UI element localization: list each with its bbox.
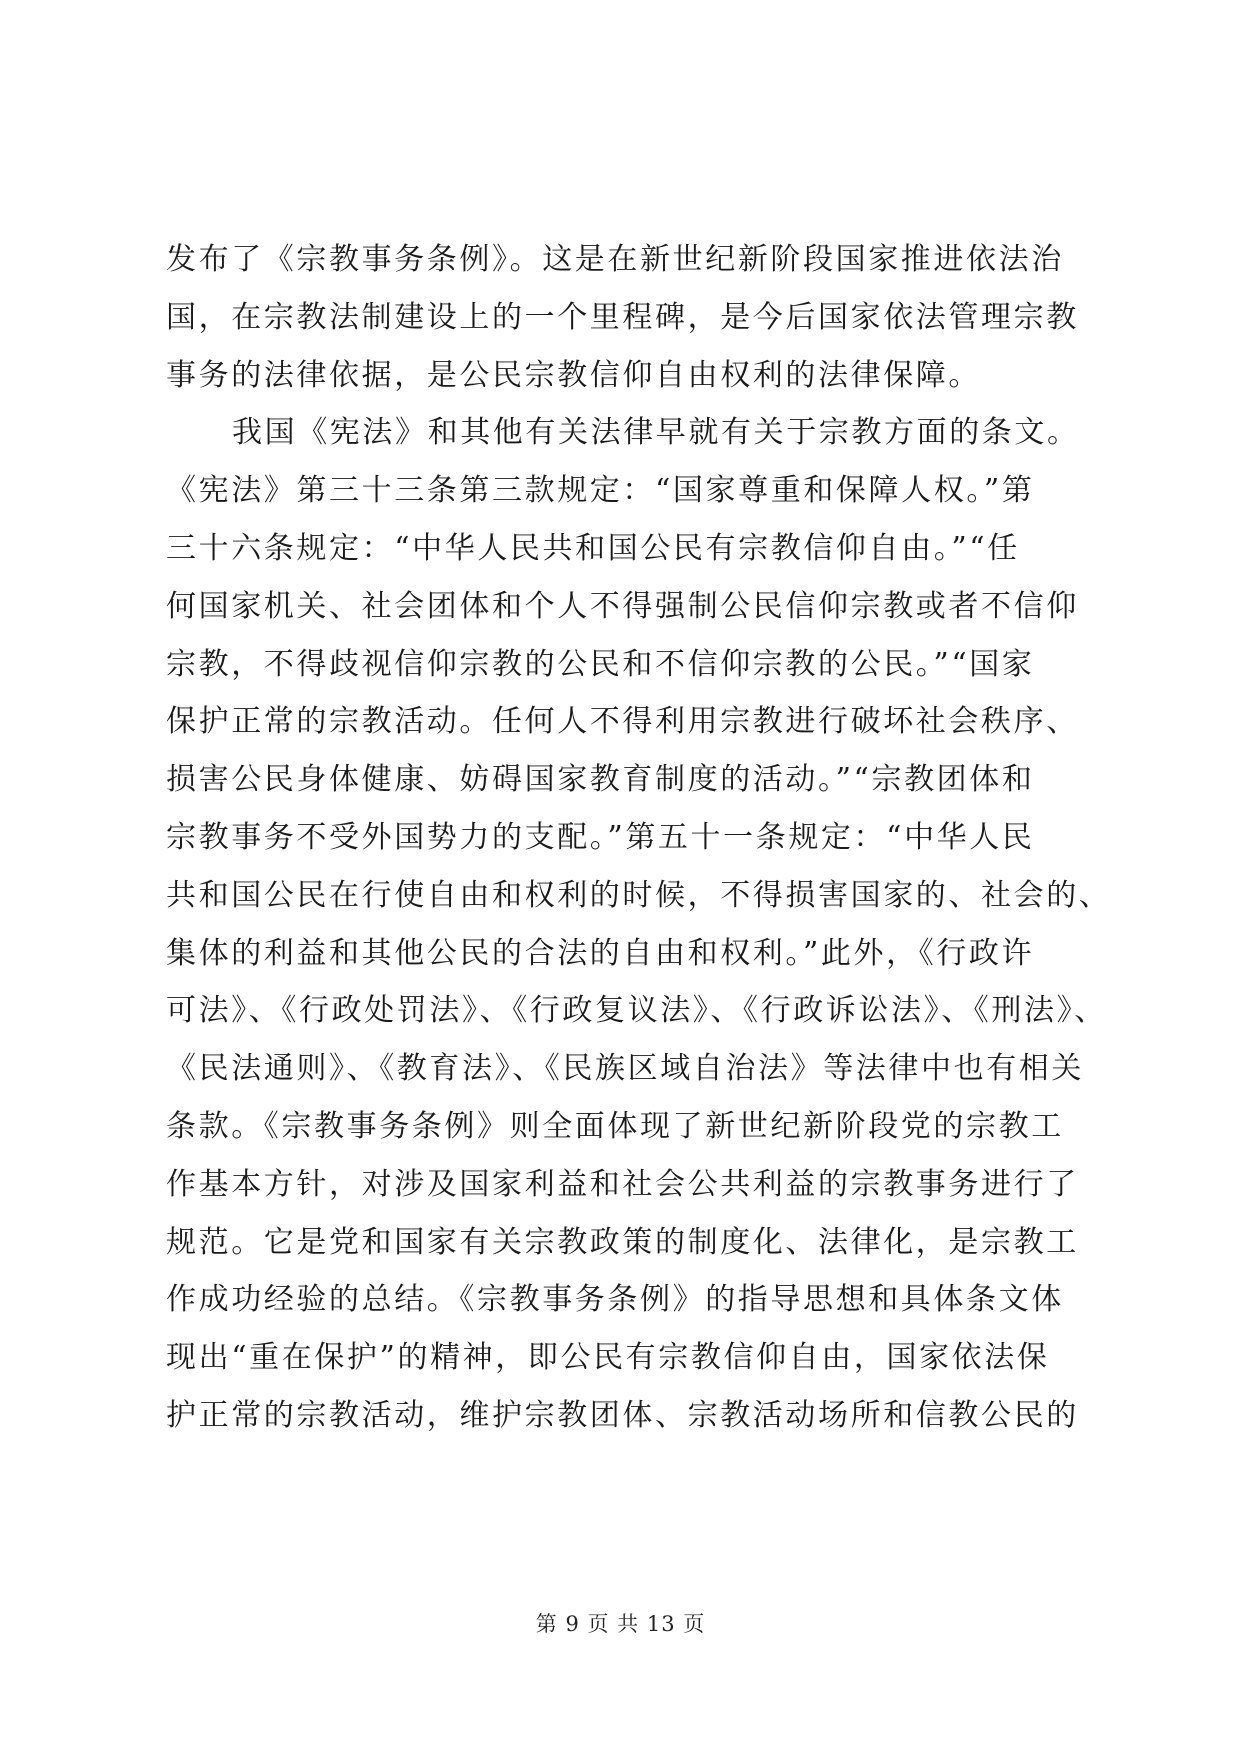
body-text (166, 231, 1126, 1445)
text-line: 现出“重在保护”的精神，即公民有宗教信仰自由，国家依法保 (166, 1340, 1050, 1376)
text-line: 护正常的宗教活动，维护宗教团体、宗教活动场所和信教公民的 (166, 1397, 1079, 1433)
text-line: 作基本方针，对涉及国家利益和社会公共利益的宗教事务进行了 (166, 1166, 1079, 1202)
text-line: 集体的利益和其他公民的合法的自由和权利。”此外，《行政许 (166, 935, 1035, 971)
text-line: 保护正常的宗教活动。任何人不得利用宗教进行破坏社会秩序、 (166, 704, 1079, 740)
text-line: 损害公民身体健康、妨碍国家教育制度的活动。”“宗教团体和 (166, 762, 1035, 798)
text-line: 共和国公民在行使自由和权利的时候，不得损害国家的、社会的、 (166, 877, 1112, 913)
page-number-footer: 第 9 页 共 13 页 (535, 1612, 706, 1636)
text-line: 宗教事务不受外国势力的支配。”第五十一条规定：“中华人民 (166, 819, 1035, 855)
text-line: 何国家机关、社会团体和个人不得强制公民信仰宗教或者不信仰 (166, 588, 1079, 624)
text-line-paragraph-start: 我国《宪法》和其他有关法律早就有关于宗教方面的条文。 (232, 415, 1080, 451)
text-line: 《民法通则》、《教育法》、《民族区域自治法》等法律中也有相关 (166, 1051, 1084, 1087)
text-line: 作成功经验的总结。《宗教事务条例》的指导思想和具体条文体 (166, 1282, 1064, 1318)
text-line: 《宪法》第三十三条第三款规定：“国家尊重和保障人权。”第 (166, 473, 1035, 509)
text-line: 国，在宗教法制建设上的一个里程碑，是今后国家依法管理宗教 (166, 299, 1079, 335)
text-line: 宗教，不得歧视信仰宗教的公民和不信仰宗教的公民。”“国家 (166, 646, 1035, 682)
text-line: 三十六条规定：“中华人民共和国公民有宗教信仰自由。”“任 (166, 530, 1020, 566)
text-line: 发布了《宗教事务条例》。这是在新世纪新阶段国家推进依法治 (166, 242, 1064, 277)
text-line: 条款。《宗教事务条例》则全面体现了新世纪新阶段党的宗教工 (166, 1108, 1064, 1144)
text-line: 规范。它是党和国家有关宗教政策的制度化、法律化，是宗教工 (166, 1224, 1079, 1260)
text-line: 可法》、《行政处罚法》、《行政复议法》、《行政诉讼法》、《刑法》、 (166, 993, 1107, 1029)
text-line: 事务的法律依据，是公民宗教信仰自由权利的法律保障。 (166, 357, 981, 393)
